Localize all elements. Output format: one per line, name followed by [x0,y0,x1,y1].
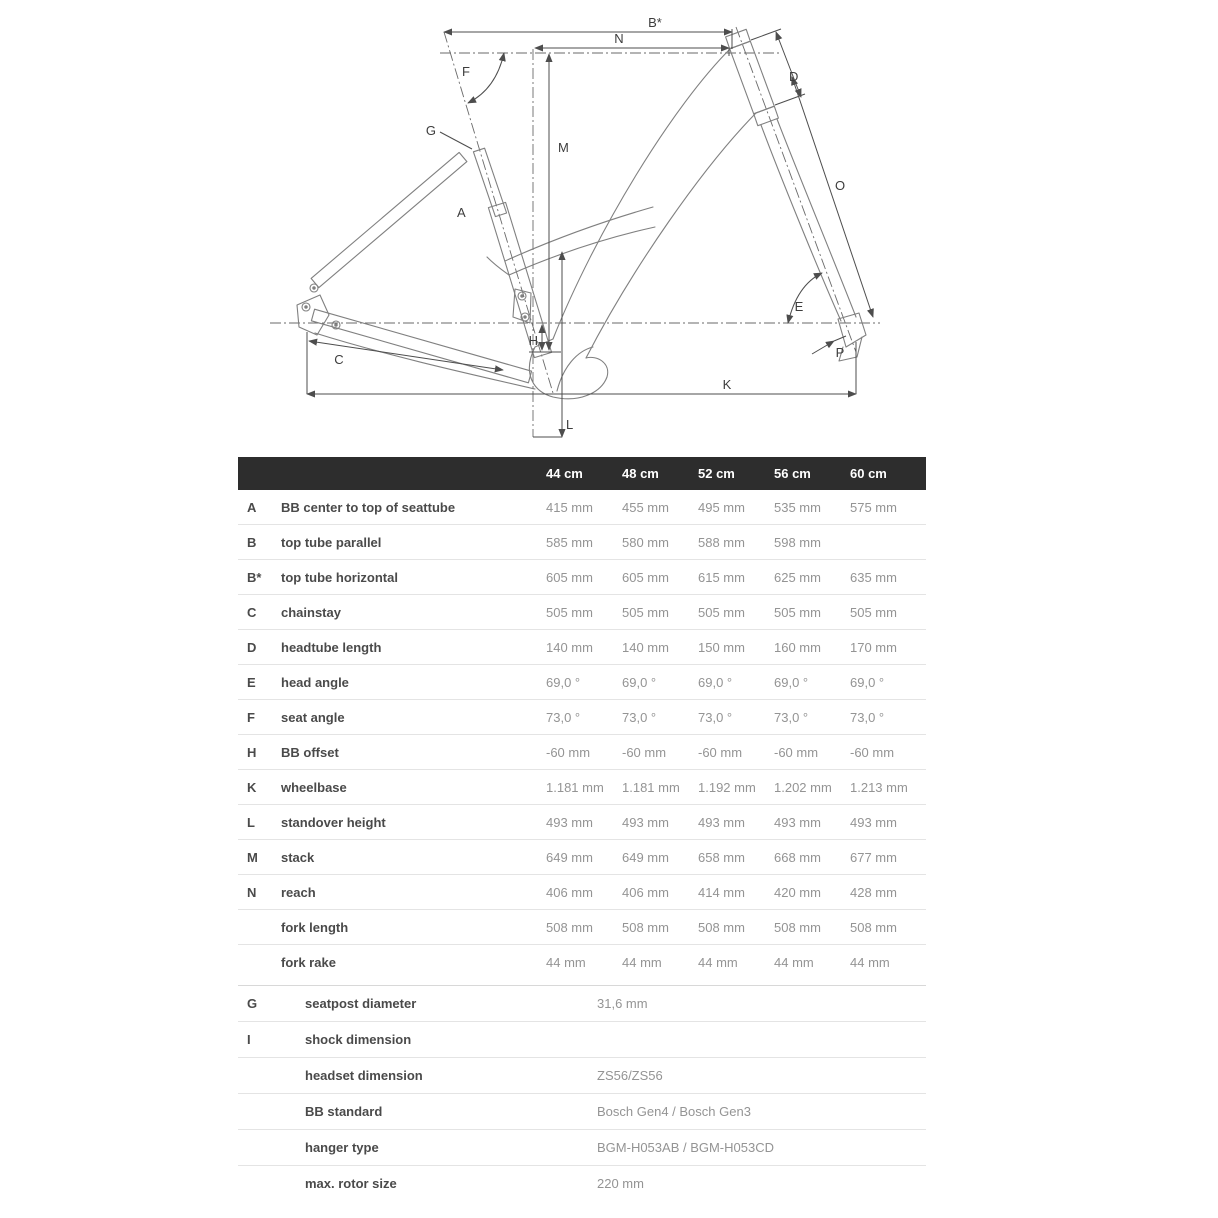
table-row [238,805,926,840]
row-value: 415 mm [546,499,593,515]
dimension-lines [307,29,873,437]
row-letter: M [247,849,258,865]
spec-value: 220 mm [597,1176,644,1191]
row-value: -60 mm [850,744,895,760]
row-value: 493 mm [622,814,669,830]
table-row [238,875,926,910]
row-value: 493 mm [850,814,897,830]
row-value: 605 mm [546,569,593,585]
table-row [238,560,926,595]
row-label: wheelbase [281,779,347,795]
row-letter: A [247,499,257,515]
size-column-56: 56 cm [774,466,811,481]
row-value: 160 mm [774,639,821,655]
row-value: 1.192 mm [698,779,756,795]
row-value: 625 mm [774,569,821,585]
spec-row [238,1058,926,1094]
row-value: 493 mm [546,814,593,830]
row-label: standover height [281,814,386,830]
table-row [238,700,926,735]
spec-value: Bosch Gen4 / Bosch Gen3 [597,1104,751,1119]
spec-row [238,1094,926,1130]
row-value: 140 mm [546,639,593,655]
size-column-60: 60 cm [850,466,887,481]
row-value: 508 mm [850,919,897,935]
spec-letter: G [247,996,258,1011]
size-header-row [238,457,926,490]
row-value: 588 mm [698,534,745,550]
row-value: 140 mm [622,639,669,655]
row-value: 575 mm [850,499,897,515]
table-row [238,945,926,979]
row-value: 580 mm [622,534,669,550]
row-value: 73,0 ° [622,709,657,725]
row-value: -60 mm [774,744,819,760]
row-value: 1.181 mm [546,779,604,795]
row-value: 505 mm [698,604,745,620]
table-row [238,770,926,805]
table-row [238,910,926,945]
row-value: 668 mm [774,849,821,865]
row-value: 508 mm [622,919,669,935]
row-value: 649 mm [622,849,669,865]
dim-label-o: O [835,178,846,193]
dim-label-g: G [425,123,436,138]
row-label: BB center to top of seattube [281,499,456,515]
dim-label-b-star: B* [648,15,662,30]
row-label: headtube length [281,639,382,655]
row-label: top tube parallel [281,534,382,550]
dim-label-m: M [558,140,569,155]
row-value: -60 mm [546,744,591,760]
row-value: 69,0 ° [622,674,657,690]
dim-label-c: C [334,352,344,367]
spec-label: hanger type [305,1140,379,1155]
dim-label-f: F [462,64,470,79]
table-row [238,525,926,560]
table-row [238,490,926,525]
row-value: 658 mm [698,849,745,865]
dim-label-e: E [794,299,804,314]
row-value: 44 mm [774,954,814,970]
row-value: 508 mm [774,919,821,935]
row-value: -60 mm [622,744,667,760]
row-letter: B* [247,569,262,585]
row-value: 493 mm [698,814,745,830]
row-label: head angle [281,674,349,690]
spec-letter: I [247,1032,251,1047]
row-label: fork rake [281,954,336,970]
row-value: 677 mm [850,849,897,865]
row-value: 420 mm [774,884,821,900]
frame-outline [297,29,866,398]
row-value: 495 mm [698,499,745,515]
size-column-52: 52 cm [698,466,735,481]
row-value: 73,0 ° [546,709,581,725]
table-row [238,665,926,700]
row-value: 605 mm [622,569,669,585]
row-value: 615 mm [698,569,745,585]
row-value: 635 mm [850,569,897,585]
dim-label-k: K [722,377,732,392]
spec-row [238,986,926,1022]
dim-label-p: P [835,345,845,360]
row-label: top tube horizontal [281,569,398,585]
row-label: chainstay [281,604,341,620]
row-value: 649 mm [546,849,593,865]
table-row [238,735,926,770]
row-value: 69,0 ° [774,674,809,690]
row-value: 170 mm [850,639,897,655]
spec-row [238,1166,926,1201]
frame-geometry-diagram [235,5,885,455]
row-letter: D [247,639,257,655]
row-value: 406 mm [622,884,669,900]
row-letter: N [247,884,257,900]
row-value: 69,0 ° [850,674,885,690]
row-value: 44 mm [622,954,662,970]
row-value: 73,0 ° [698,709,733,725]
spec-value: 31,6 mm [597,996,648,1011]
row-letter: E [247,674,256,690]
row-label: reach [281,884,316,900]
row-letter: L [247,814,255,830]
dimension-labels [334,15,845,432]
row-value: 455 mm [622,499,669,515]
dim-label-n: N [614,31,624,46]
row-value: 505 mm [622,604,669,620]
row-value: 508 mm [698,919,745,935]
table-row [238,840,926,875]
row-letter: C [247,604,257,620]
row-letter: K [247,779,257,795]
row-value: 535 mm [774,499,821,515]
row-value: 508 mm [546,919,593,935]
spec-row [238,1022,926,1058]
row-label: fork length [281,919,349,935]
dim-label-a: A [457,205,466,220]
row-value: 1.202 mm [774,779,832,795]
spec-row [238,1130,926,1166]
row-letter: B [247,534,257,550]
row-label: BB offset [281,744,339,760]
row-value: 73,0 ° [850,709,885,725]
geometry-table [238,457,926,979]
size-column-44: 44 cm [546,466,583,481]
row-value: 44 mm [850,954,890,970]
table-row [238,595,926,630]
row-value: 505 mm [850,604,897,620]
spec-value: ZS56/ZS56 [597,1068,663,1083]
row-value: 73,0 ° [774,709,809,725]
dim-label-d: D [789,69,799,84]
dim-label-h: H [528,333,538,348]
row-value: 406 mm [546,884,593,900]
row-value: 1.213 mm [850,779,908,795]
spec-label: headset dimension [305,1068,423,1083]
row-value: -60 mm [698,744,743,760]
row-value: 505 mm [774,604,821,620]
dim-label-l: L [566,417,574,432]
row-value: 150 mm [698,639,745,655]
row-value: 505 mm [546,604,593,620]
bike-frame-drawing [235,5,885,455]
row-label: seat angle [281,709,345,725]
row-value: 69,0 ° [698,674,733,690]
row-value: 493 mm [774,814,821,830]
spec-table [238,985,926,1201]
spec-label: max. rotor size [305,1176,397,1191]
spec-value: BGM-H053AB / BGM-H053CD [597,1140,774,1155]
row-value: 598 mm [774,534,821,550]
row-value: 414 mm [698,884,745,900]
table-row [238,630,926,665]
row-letter: H [247,744,257,760]
row-letter: F [247,709,255,725]
spec-label: BB standard [305,1104,383,1119]
row-value: 428 mm [850,884,897,900]
row-value: 1.181 mm [622,779,680,795]
row-value: 44 mm [546,954,586,970]
spec-label: shock dimension [305,1032,412,1047]
row-value: 44 mm [698,954,738,970]
row-value: 69,0 ° [546,674,581,690]
size-column-48: 48 cm [622,466,659,481]
spec-label: seatpost diameter [305,996,417,1011]
row-label: stack [281,849,315,865]
row-value: 585 mm [546,534,593,550]
